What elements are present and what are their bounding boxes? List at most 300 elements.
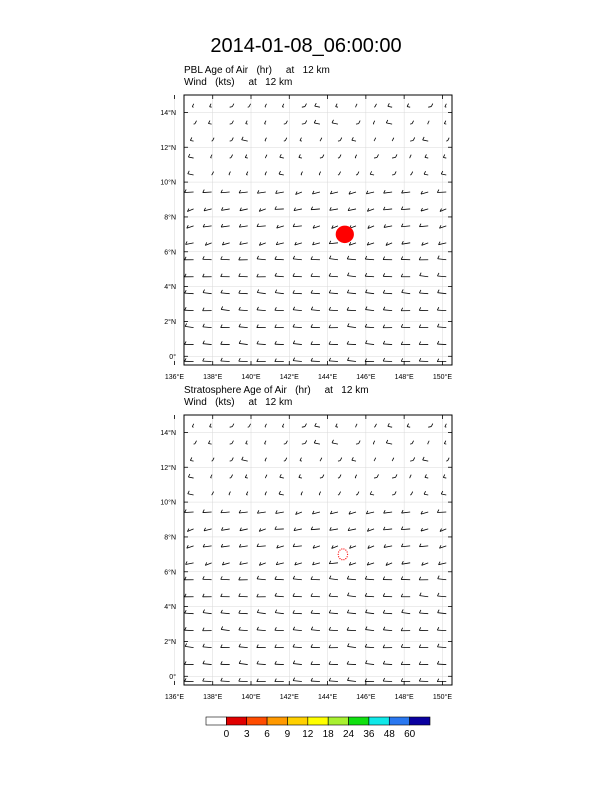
wind-barb-tick bbox=[322, 475, 324, 478]
wind-barb-tick bbox=[311, 256, 313, 259]
x-tick-label: 148°E bbox=[394, 374, 414, 381]
wind-barb bbox=[320, 478, 322, 479]
wind-barb-tick bbox=[282, 104, 284, 107]
wind-barb bbox=[257, 613, 265, 614]
main-title: 2014-01-08_06:00:00 bbox=[210, 35, 402, 57]
wind-barb-tick bbox=[311, 341, 313, 344]
wind-barb-tick bbox=[257, 661, 259, 664]
wind-barb bbox=[293, 579, 302, 580]
wind-barb-tick bbox=[329, 358, 331, 361]
wind-barb bbox=[384, 192, 392, 193]
wind-barb bbox=[280, 157, 284, 158]
x-tick-label: 150°E bbox=[432, 374, 453, 381]
wind-barb-tick bbox=[340, 138, 342, 141]
wind-barb bbox=[443, 157, 446, 158]
wind-barb bbox=[365, 276, 374, 277]
x-tick-label: 136°E bbox=[164, 374, 185, 381]
wind-barb-tick bbox=[448, 458, 450, 461]
wind-barb-tick bbox=[388, 423, 390, 426]
wind-barb bbox=[203, 344, 212, 345]
wind-barb-tick bbox=[383, 645, 385, 648]
wind-barb bbox=[311, 613, 320, 614]
wind-barb bbox=[257, 664, 266, 665]
age-of-air-dot bbox=[341, 548, 342, 549]
wind-barb bbox=[329, 579, 338, 580]
wind-barb bbox=[329, 293, 338, 294]
wind-barb bbox=[203, 226, 212, 227]
wind-barb bbox=[221, 546, 230, 547]
wind-barb-tick bbox=[188, 154, 190, 157]
wind-barb-tick bbox=[246, 441, 248, 444]
wind-barb-tick bbox=[185, 577, 187, 580]
wind-barb bbox=[388, 106, 392, 107]
wind-barb-tick bbox=[265, 492, 267, 495]
wind-barb bbox=[320, 158, 322, 159]
wind-barb bbox=[239, 226, 247, 227]
wind-barb bbox=[185, 646, 193, 647]
wind-barb bbox=[293, 630, 302, 631]
wind-barb bbox=[293, 259, 302, 260]
wind-barb bbox=[348, 209, 356, 211]
wind-barb bbox=[437, 276, 446, 277]
wind-barb bbox=[384, 226, 392, 228]
wind-barb-tick bbox=[257, 679, 259, 682]
wind-barb bbox=[203, 664, 212, 665]
wind-barb-tick bbox=[285, 138, 287, 141]
wind-barb bbox=[257, 226, 266, 227]
wind-barb bbox=[383, 664, 392, 665]
wind-barb-tick bbox=[275, 256, 277, 259]
wind-barb-tick bbox=[407, 104, 409, 107]
wind-barb-tick bbox=[356, 424, 358, 427]
wind-barb-tick bbox=[329, 678, 331, 681]
wind-barb-tick bbox=[293, 256, 295, 259]
wind-barb-tick bbox=[293, 576, 295, 579]
wind-barb-tick bbox=[203, 678, 205, 681]
x-tick-label: 148°E bbox=[394, 694, 414, 701]
colorbar-swatch bbox=[226, 717, 246, 725]
wind-barb bbox=[275, 276, 284, 277]
wind-barb-tick bbox=[279, 491, 281, 494]
wind-barb bbox=[190, 460, 193, 461]
wind-barb bbox=[347, 259, 356, 260]
wind-barb bbox=[240, 563, 248, 565]
wind-barb-tick bbox=[437, 359, 439, 362]
x-tick-label: 142°E bbox=[279, 694, 299, 701]
wind-barb bbox=[186, 243, 194, 245]
wind-barb-tick bbox=[347, 661, 349, 664]
wind-barb-tick bbox=[221, 290, 223, 293]
wind-barb-tick bbox=[229, 492, 231, 495]
colorbar-label: 9 bbox=[284, 729, 291, 740]
wind-barb-tick bbox=[383, 325, 385, 328]
wind-barb-tick bbox=[329, 273, 331, 276]
wind-barb bbox=[293, 546, 302, 547]
wind-barb bbox=[239, 546, 247, 547]
wind-barb-tick bbox=[373, 441, 375, 444]
y-tick-label: 4°N bbox=[164, 284, 176, 292]
colorbar-swatch bbox=[328, 717, 348, 725]
wind-barb bbox=[257, 344, 266, 345]
wind-barb bbox=[383, 344, 392, 345]
age-of-air-dot bbox=[339, 558, 340, 559]
wind-barb bbox=[423, 140, 429, 141]
colorbar-label: 6 bbox=[264, 729, 270, 740]
wind-barb bbox=[383, 310, 392, 311]
wind-barb-tick bbox=[257, 576, 259, 579]
wind-barb bbox=[437, 192, 446, 193]
wind-barb bbox=[419, 293, 428, 294]
wind-barb bbox=[425, 157, 428, 158]
wind-barb bbox=[293, 361, 302, 362]
wind-barb-tick bbox=[383, 290, 385, 293]
wind-barb-tick bbox=[190, 137, 192, 140]
wind-barb bbox=[294, 529, 302, 531]
wind-barb bbox=[365, 663, 374, 664]
wind-barb-tick bbox=[401, 308, 403, 311]
wind-barb-tick bbox=[185, 257, 187, 260]
wind-barb bbox=[338, 461, 340, 462]
age-of-air-dot bbox=[347, 556, 348, 557]
wind-barb-tick bbox=[444, 441, 446, 444]
wind-barb bbox=[386, 123, 392, 124]
wind-barb-tick bbox=[311, 593, 313, 596]
wind-barb-tick bbox=[420, 593, 422, 596]
wind-barb bbox=[280, 477, 284, 478]
wind-barb-tick bbox=[444, 121, 446, 124]
wind-barb-tick bbox=[239, 273, 241, 276]
wind-barb bbox=[293, 226, 302, 227]
wind-barb-tick bbox=[340, 155, 342, 158]
wind-barb-tick bbox=[383, 307, 385, 310]
wind-barb-tick bbox=[347, 307, 349, 310]
wind-barb-tick bbox=[329, 593, 331, 596]
wind-barb bbox=[311, 293, 320, 294]
wind-barb-tick bbox=[293, 593, 295, 596]
y-tick-label: 0° bbox=[169, 673, 176, 681]
wind-barb bbox=[257, 293, 265, 294]
wind-barb bbox=[348, 646, 357, 647]
wind-barb-tick bbox=[419, 325, 421, 328]
wind-barb bbox=[314, 123, 320, 124]
wind-barb-tick bbox=[210, 104, 212, 107]
wind-barb-tick bbox=[383, 273, 385, 276]
wind-barb bbox=[299, 157, 302, 158]
wind-barb-tick bbox=[195, 121, 197, 124]
wind-barb-tick bbox=[347, 256, 349, 259]
wind-barb-tick bbox=[329, 290, 331, 293]
wind-barb-tick bbox=[195, 441, 197, 444]
wind-barb-tick bbox=[239, 324, 241, 327]
wind-barb-tick bbox=[301, 492, 303, 495]
wind-barb bbox=[407, 427, 410, 428]
wind-barb bbox=[276, 192, 284, 194]
wind-barb bbox=[424, 174, 428, 175]
wind-barb-tick bbox=[232, 458, 234, 461]
wind-barb bbox=[365, 259, 374, 260]
wind-barb bbox=[365, 596, 374, 597]
wind-barb bbox=[402, 612, 410, 613]
wind-barb-tick bbox=[282, 424, 284, 427]
wind-barb-tick bbox=[413, 457, 415, 460]
wind-barb bbox=[438, 579, 447, 580]
wind-barb-tick bbox=[239, 257, 241, 260]
wind-barb-tick bbox=[374, 138, 376, 141]
wind-barb-tick bbox=[265, 104, 267, 107]
wind-barb bbox=[221, 681, 230, 682]
x-tick-label: 140°E bbox=[241, 694, 261, 701]
wind-barb-tick bbox=[437, 324, 439, 327]
wind-barb-tick bbox=[286, 121, 288, 124]
wind-barb-tick bbox=[329, 325, 331, 328]
wind-barb-tick bbox=[311, 358, 313, 361]
wind-barb-tick bbox=[257, 341, 259, 344]
wind-barb bbox=[294, 209, 302, 211]
wind-barb bbox=[419, 546, 428, 547]
wind-barb bbox=[366, 613, 375, 614]
wind-barb-tick bbox=[438, 610, 440, 613]
age-of-air-dot bbox=[345, 549, 346, 550]
wind-barb-tick bbox=[419, 307, 421, 310]
wind-barb bbox=[185, 613, 194, 614]
wind-barb bbox=[239, 630, 248, 631]
wind-barb-tick bbox=[188, 491, 190, 494]
map-pbl bbox=[160, 95, 452, 381]
wind-barb bbox=[221, 613, 230, 614]
wind-barb-tick bbox=[375, 104, 377, 107]
wind-barb-tick bbox=[401, 644, 403, 647]
wind-barb-tick bbox=[185, 323, 187, 326]
wind-barb bbox=[239, 647, 248, 648]
wind-barb bbox=[203, 259, 212, 260]
wind-barb-tick bbox=[407, 424, 409, 427]
wind-barb-tick bbox=[395, 171, 397, 174]
wind-barb-tick bbox=[301, 172, 303, 175]
wind-barb-tick bbox=[305, 424, 307, 427]
wind-barb-tick bbox=[311, 576, 313, 579]
wind-barb bbox=[185, 192, 194, 193]
wind-barb bbox=[407, 107, 410, 108]
wind-barb-tick bbox=[210, 424, 212, 427]
wind-barb-tick bbox=[319, 492, 321, 495]
y-tick-label: 0° bbox=[169, 353, 176, 361]
wind-barb-tick bbox=[221, 358, 223, 361]
y-tick-label: 14°N bbox=[160, 429, 176, 437]
wind-barb bbox=[275, 293, 284, 294]
wind-barb bbox=[347, 680, 356, 681]
wind-barb-tick bbox=[419, 358, 421, 361]
wind-barb-tick bbox=[413, 137, 415, 140]
wind-barb bbox=[329, 310, 338, 311]
colorbar-swatch bbox=[247, 717, 267, 725]
wind-barb-tick bbox=[383, 341, 385, 344]
wind-barb bbox=[230, 124, 232, 125]
wind-barb-tick bbox=[411, 172, 413, 175]
wind-barb bbox=[365, 630, 374, 631]
wind-barb bbox=[365, 327, 374, 328]
wind-barb-tick bbox=[185, 610, 187, 613]
y-tick-label: 14°N bbox=[160, 109, 176, 117]
wind-barb-tick bbox=[423, 457, 425, 460]
wind-barb-tick bbox=[275, 627, 277, 630]
wind-barb-tick bbox=[264, 121, 266, 124]
wind-barb-tick bbox=[203, 628, 205, 631]
wind-barb-tick bbox=[265, 155, 267, 158]
wind-barb-tick bbox=[257, 256, 259, 259]
wind-barb-tick bbox=[419, 645, 421, 648]
x-tick-label: 146°E bbox=[356, 694, 376, 701]
wind-barb-tick bbox=[386, 120, 388, 123]
wind-barb bbox=[425, 477, 428, 478]
wind-barbs bbox=[185, 423, 450, 682]
wind-barb bbox=[352, 460, 356, 461]
wind-barb-tick bbox=[257, 290, 259, 293]
wind-barb-tick bbox=[203, 661, 205, 664]
wind-barb bbox=[275, 596, 284, 597]
wind-barb-tick bbox=[221, 576, 223, 579]
colorbar-swatch bbox=[308, 717, 328, 725]
wind-barb bbox=[401, 209, 410, 210]
wind-barb-tick bbox=[232, 138, 234, 141]
wind-barb-tick bbox=[340, 475, 342, 478]
wind-barb-tick bbox=[374, 458, 376, 461]
wind-barb-tick bbox=[437, 661, 439, 664]
wind-barb-tick bbox=[257, 645, 259, 648]
wind-barb-tick bbox=[265, 172, 267, 175]
wind-barb-tick bbox=[320, 458, 322, 461]
wind-barb bbox=[302, 107, 305, 108]
wind-barb bbox=[185, 326, 193, 327]
wind-barb-tick bbox=[293, 324, 295, 327]
wind-barb-tick bbox=[425, 474, 427, 477]
wind-barb-tick bbox=[242, 457, 244, 460]
wind-barb bbox=[383, 630, 392, 631]
wind-barb-tick bbox=[249, 104, 251, 107]
wind-barb-tick bbox=[401, 662, 403, 665]
wind-barb-tick bbox=[293, 627, 295, 630]
wind-barb bbox=[383, 529, 392, 530]
wind-barb bbox=[329, 361, 338, 362]
wind-barb bbox=[437, 344, 446, 345]
wind-barb-tick bbox=[275, 359, 277, 362]
wind-barb-tick bbox=[311, 324, 313, 327]
wind-barb-tick bbox=[190, 457, 192, 460]
wind-barb bbox=[329, 596, 338, 597]
wind-barb-tick bbox=[314, 120, 316, 123]
wind-barb-tick bbox=[203, 341, 205, 344]
wind-barb-tick bbox=[347, 593, 349, 596]
wind-barb bbox=[437, 327, 446, 328]
wind-barb bbox=[410, 140, 413, 141]
wind-barb-tick bbox=[437, 679, 439, 682]
wind-barb bbox=[348, 326, 357, 327]
wind-barb-tick bbox=[293, 273, 295, 276]
x-tick-label: 136°E bbox=[164, 694, 185, 701]
wind-barb-tick bbox=[428, 121, 430, 124]
y-tick-label: 12°N bbox=[160, 144, 176, 152]
wind-barb bbox=[437, 647, 446, 648]
wind-barb-tick bbox=[401, 594, 403, 597]
wind-barb-tick bbox=[419, 627, 421, 630]
wind-barb-tick bbox=[257, 274, 259, 277]
wind-barb bbox=[239, 310, 248, 311]
wind-barb bbox=[365, 579, 374, 580]
wind-barb bbox=[188, 174, 194, 175]
wind-barb-tick bbox=[431, 104, 433, 107]
wind-barb-tick bbox=[401, 358, 403, 361]
wind-barb-tick bbox=[420, 273, 422, 276]
wind-barb-tick bbox=[239, 678, 241, 681]
wind-barb bbox=[208, 444, 211, 445]
wind-barb bbox=[365, 647, 374, 648]
wind-barb-tick bbox=[293, 341, 295, 344]
wind-barb-tick bbox=[239, 610, 241, 613]
wind-barb-tick bbox=[359, 121, 361, 124]
wind-barb bbox=[302, 443, 305, 444]
wind-barb bbox=[329, 681, 338, 682]
wind-barb-tick bbox=[203, 610, 205, 613]
wind-barb-tick bbox=[265, 138, 267, 141]
wind-barb-tick bbox=[401, 342, 403, 345]
wind-barb-tick bbox=[347, 576, 349, 579]
wind-barb-tick bbox=[383, 358, 385, 361]
wind-barb-tick bbox=[445, 424, 447, 427]
wind-barb-tick bbox=[221, 645, 223, 648]
wind-barb-tick bbox=[437, 593, 439, 596]
wind-barb bbox=[239, 327, 248, 328]
wind-barb-tick bbox=[249, 424, 251, 427]
wind-barb bbox=[392, 477, 395, 478]
wind-barb-tick bbox=[383, 678, 385, 681]
wind-barb-tick bbox=[410, 475, 412, 478]
wind-barb bbox=[420, 596, 429, 597]
wind-barb-tick bbox=[437, 273, 439, 276]
wind-barb-tick bbox=[311, 307, 313, 310]
wind-barb bbox=[257, 259, 266, 260]
wind-barb-tick bbox=[311, 678, 313, 681]
wind-barb bbox=[221, 192, 230, 193]
wind-barb-tick bbox=[275, 324, 277, 327]
wind-barb bbox=[203, 327, 212, 328]
wind-barb-tick bbox=[239, 593, 241, 596]
wind-barb bbox=[203, 512, 212, 513]
colorbar-label: 24 bbox=[342, 729, 355, 740]
wind-barb-tick bbox=[275, 290, 277, 293]
map-strat bbox=[160, 415, 452, 701]
wind-barb-tick bbox=[401, 324, 403, 327]
colorbar-swatch bbox=[267, 717, 287, 725]
wind-barb-tick bbox=[311, 610, 313, 613]
wind-barb bbox=[332, 443, 338, 444]
wind-barb-tick bbox=[355, 475, 357, 478]
wind-barb bbox=[302, 427, 305, 428]
wind-barb bbox=[221, 209, 229, 210]
wind-barb bbox=[437, 512, 446, 513]
wind-barb-tick bbox=[377, 154, 379, 157]
age-of-air-dot bbox=[338, 554, 339, 555]
wind-barb-tick bbox=[188, 171, 190, 174]
colorbar bbox=[206, 717, 430, 740]
wind-barb-tick bbox=[293, 644, 295, 647]
age-of-air-dot bbox=[338, 556, 339, 557]
wind-barb-tick bbox=[221, 594, 223, 597]
age-of-air-dot bbox=[338, 551, 339, 552]
wind-barb-tick bbox=[339, 172, 341, 175]
wind-barb bbox=[437, 664, 446, 665]
wind-barb-tick bbox=[424, 171, 426, 174]
wind-barb-tick bbox=[275, 593, 277, 596]
wind-barb bbox=[311, 310, 320, 311]
